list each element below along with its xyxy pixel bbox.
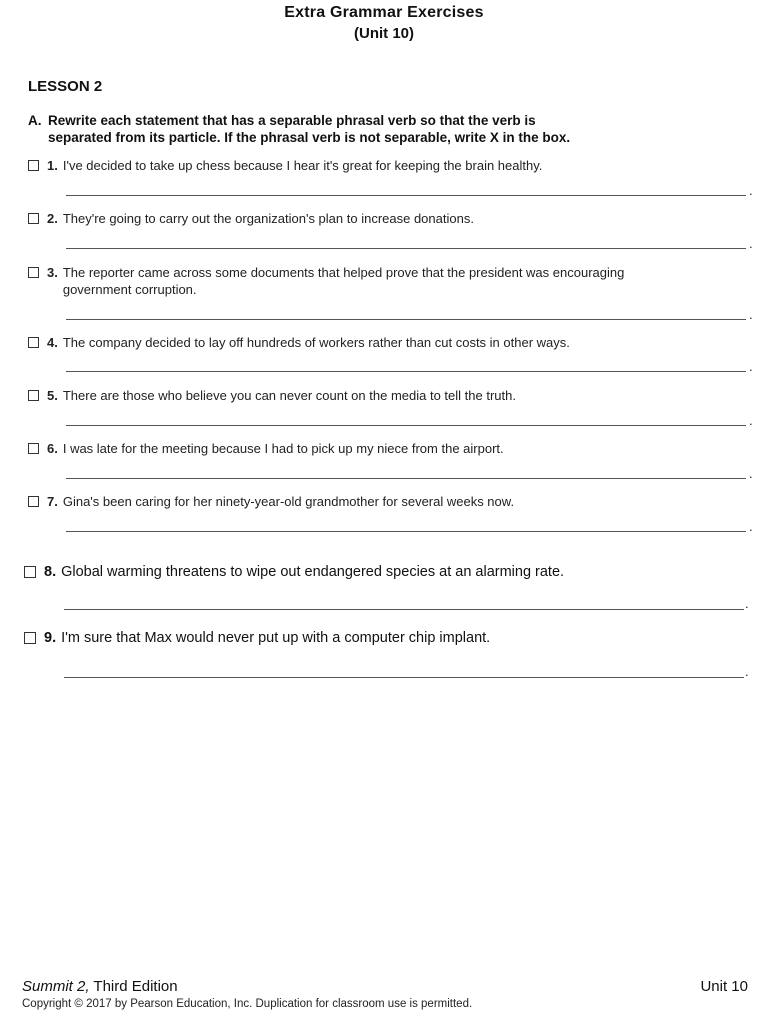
answer-line[interactable] [66, 195, 746, 196]
unit-label: Unit 10 [700, 978, 748, 995]
line-period: . [749, 236, 753, 251]
lesson-heading: LESSON 2 [28, 78, 103, 95]
item-number: 9. [44, 630, 57, 646]
exercise-item-8 [24, 563, 749, 611]
answer-checkbox[interactable] [28, 337, 39, 348]
line-period: . [749, 359, 753, 374]
exercise-item-7 [28, 493, 753, 534]
item-text: There are those who believe you can never count on the media to tell the truth. [62, 388, 516, 403]
answer-line[interactable] [66, 531, 746, 532]
item-text: Gina's been caring for her ninety-year-old grandmother for several weeks now. [62, 494, 515, 509]
line-period: . [749, 519, 753, 534]
item-number: 2. [47, 211, 58, 226]
answer-checkbox[interactable] [28, 443, 39, 454]
book-edition: Third Edition [89, 978, 178, 995]
answer-checkbox[interactable] [24, 632, 36, 644]
answer-checkbox[interactable] [28, 390, 39, 401]
item-text: I've decided to take up chess because I hear it's great for keeping the brain healthy. [62, 158, 543, 173]
instructions [28, 112, 748, 146]
instruction-line-1: Rewrite each statement that has a separable phrasal verb so that the verb is [48, 113, 536, 128]
answer-line[interactable] [66, 478, 746, 479]
item-text: The reporter came across some documents that helped prove that the president was encouraging government corruption. [62, 265, 625, 297]
exercise-item-1 [28, 157, 753, 198]
line-period: . [745, 596, 749, 611]
item-text: The company decided to lay off hundreds of workers rather than cut costs in other ways. [62, 335, 570, 350]
answer-checkbox[interactable] [28, 267, 39, 278]
answer-checkbox[interactable] [28, 213, 39, 224]
line-period: . [749, 413, 753, 428]
item-text: I was late for the meeting because I had to pick up my niece from the airport. [62, 441, 504, 456]
book-title-italic: Summit 2, [22, 978, 90, 995]
line-period: . [745, 664, 749, 679]
item-number: 4. [47, 335, 58, 350]
answer-line[interactable] [66, 319, 746, 320]
instruction-line-2: separated from its particle. If the phrasal verb is not separable, write X in the box. [48, 130, 571, 145]
item-text: I'm sure that Max would never put up with a computer chip implant. [61, 630, 491, 646]
item-text: They're going to carry out the organization's plan to increase donations. [62, 211, 474, 226]
book-title [22, 978, 178, 995]
item-number: 8. [44, 564, 57, 580]
item-number: 5. [47, 388, 58, 403]
item-number: 1. [47, 158, 58, 173]
answer-line[interactable] [64, 677, 744, 678]
line-period: . [749, 307, 753, 322]
copyright-notice: Copyright © 2017 by Pearson Education, Inc. Duplication for classroom use is permitted. [22, 998, 473, 1010]
exercise-item-5 [28, 387, 753, 428]
answer-checkbox[interactable] [28, 496, 39, 507]
page-header [0, 3, 768, 44]
answer-line[interactable] [66, 425, 746, 426]
line-period: . [749, 183, 753, 198]
page-title: Extra Grammar Exercises [284, 4, 484, 21]
answer-checkbox[interactable] [24, 566, 36, 578]
line-period: . [749, 466, 753, 481]
exercise-item-6 [28, 440, 753, 481]
item-text: Global warming threatens to wipe out endangered species at an alarming rate. [61, 564, 565, 580]
answer-checkbox[interactable] [28, 160, 39, 171]
exercise-item-2 [28, 210, 753, 251]
exercise-item-3 [28, 264, 753, 322]
exercise-item-4 [28, 334, 753, 374]
page-subtitle: (Unit 10) [354, 25, 414, 42]
item-number: 6. [47, 441, 58, 456]
answer-line[interactable] [64, 609, 744, 610]
answer-line[interactable] [66, 371, 746, 372]
answer-line[interactable] [66, 248, 746, 249]
instruction-letter: A. [28, 113, 42, 128]
exercise-item-9 [24, 629, 749, 679]
item-number: 7. [47, 494, 58, 509]
item-number: 3. [47, 265, 58, 280]
